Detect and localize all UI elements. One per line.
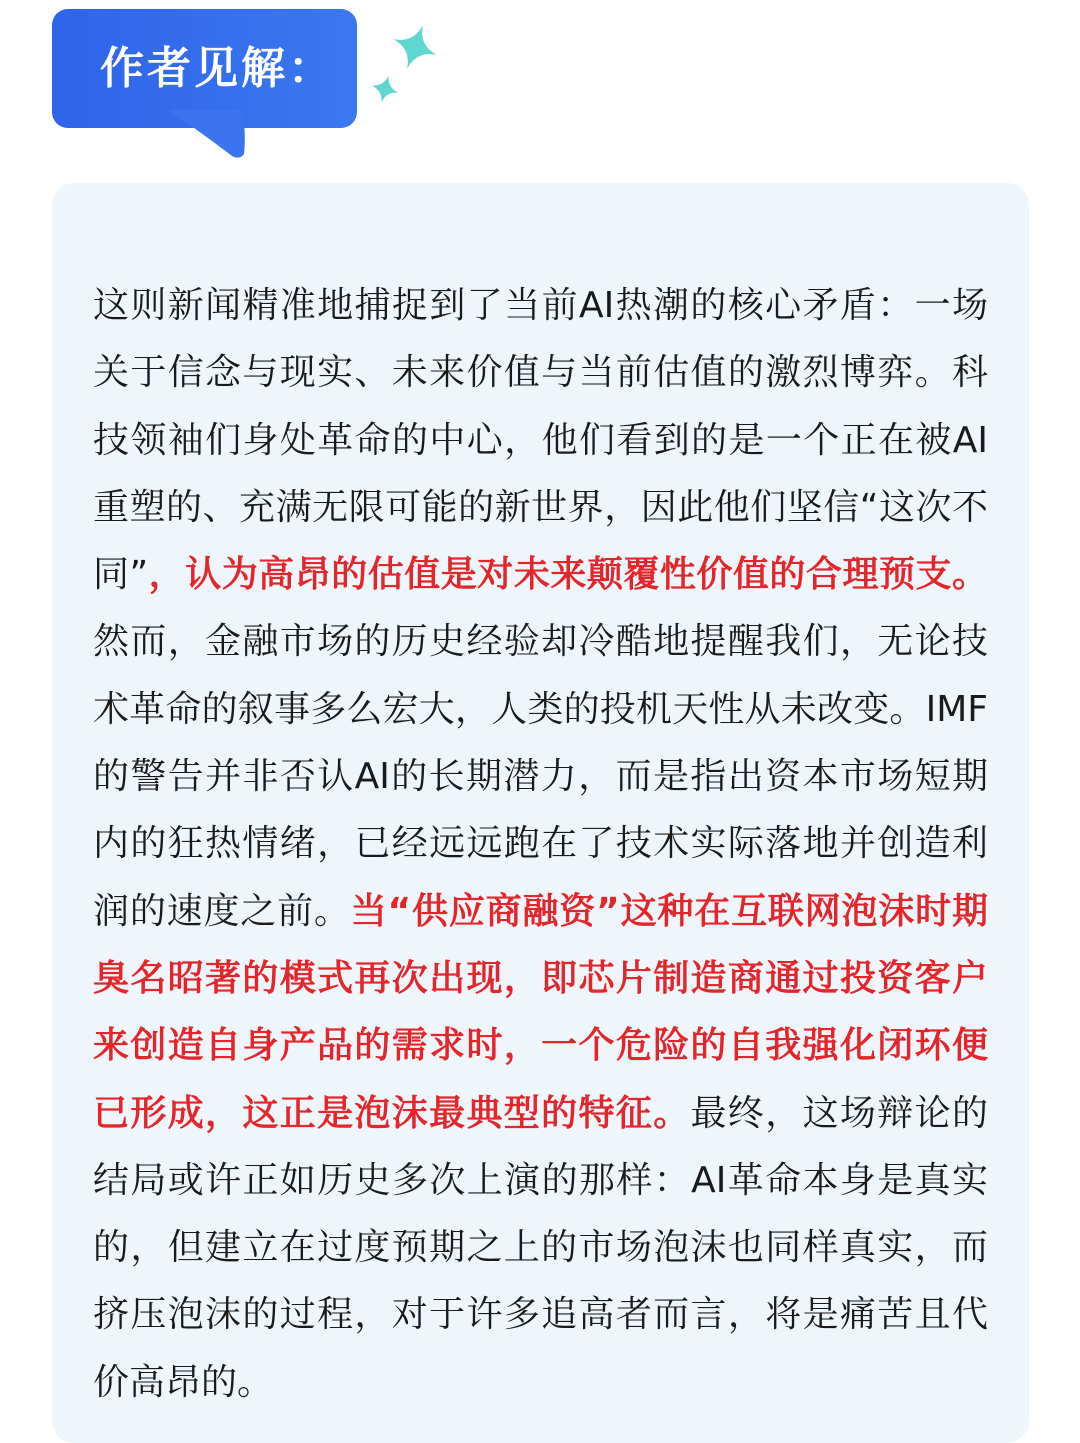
section-title: 作者见解： xyxy=(100,43,335,94)
text-segment: 这则新闻精准地捕捉到了当前AI热潮的核心矛盾：一场关于信念与现实、未来价值与当前估值的激烈博弈。科技领袖们身处革命的中心，他们看到的是一个正在被AI重塑的、充满无限可能的新世界，因此他们坚信“这次不同” xyxy=(93,285,988,596)
text-segment: 最终，这场辩论的结局或许正如历史多次上演的那样：AI革命本身是真实的，但建立在过度预期之上的市场泡沫也同样真实，而挤压泡沫的过程，对于许多追高者而言，将是痛苦且代价高昂的。 xyxy=(93,1092,988,1403)
text-segment: 然而，金融市场的历史经验却冷酷地提醒我们，无论技术革命的叙事多么宏大，人类的投机天性从未改变。IMF的警告并非否认AI的长期潜力，而是指出资本市场短期内的狂热情绪，已经远远跑在了技术实际落地并创造利润的速度之前。 xyxy=(93,621,988,932)
sparkle-large-icon xyxy=(390,22,440,72)
highlighted-segment: ，认为高昂的估值是对未来颠覆性价值的合理预支。 xyxy=(148,554,988,596)
sparkle-small-icon xyxy=(370,74,400,104)
commentary-text xyxy=(93,272,988,1416)
highlighted-segment: 当“供应商融资”这种在互联网泡沫时期臭名昭著的模式再次出现，即芯片制造商通过投资客户来创造自身产品的需求时，一个危险的自我强化闭环便已形成，这正是泡沫最典型的特征。 xyxy=(93,890,988,1134)
speech-bubble-tail xyxy=(168,110,258,160)
